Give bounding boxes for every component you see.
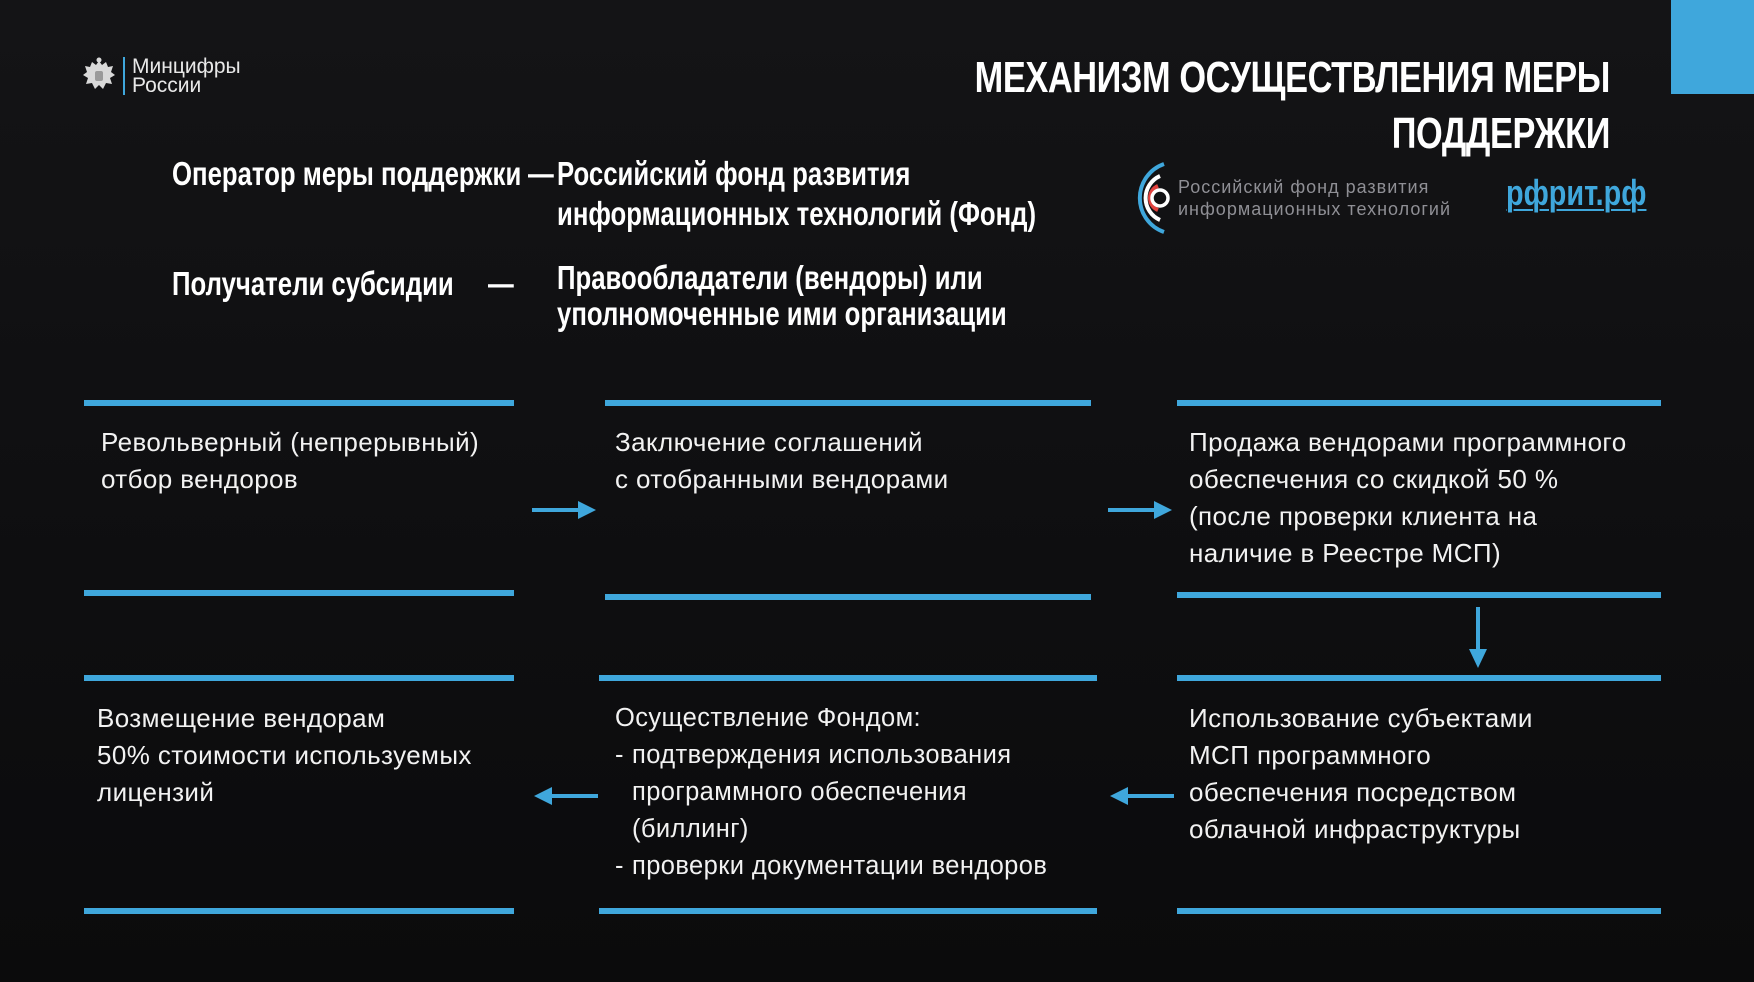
step-4 bbox=[1189, 700, 1533, 848]
page-title: МЕХАНИЗМ ОСУЩЕСТВЛЕНИЯ МЕРЫ ПОДДЕРЖКИ bbox=[974, 53, 1610, 158]
step-5-item-1-line-2: программного обеспечения bbox=[632, 778, 967, 806]
recipients-dash-wrap bbox=[488, 264, 521, 304]
step1-bottom-bar bbox=[84, 590, 514, 596]
step-1 bbox=[101, 424, 479, 498]
step-5-item-2-text: проверки документации вендоров bbox=[632, 852, 1048, 880]
step-5-item-1-line-1: подтверждения использования bbox=[632, 741, 1012, 769]
step-6 bbox=[97, 700, 472, 811]
step4-bottom-bar bbox=[1177, 908, 1661, 914]
recipients-dash: — bbox=[488, 265, 514, 302]
step2-bottom-bar bbox=[605, 594, 1091, 600]
logo-line-1: Минцифры bbox=[132, 55, 241, 78]
step-2 bbox=[615, 424, 949, 498]
ministry-logo bbox=[82, 55, 241, 97]
arrow-right-icon bbox=[530, 498, 600, 522]
step-1-line-2: отбор вендоров bbox=[101, 464, 299, 494]
step1-top-bar bbox=[84, 400, 514, 406]
step6-top-bar bbox=[84, 675, 514, 681]
arrow-right-icon bbox=[1106, 498, 1176, 522]
step-5 bbox=[615, 700, 1047, 885]
step-3-line-2: обеспечения со скидкой 50 % bbox=[1189, 464, 1559, 494]
step-2-line-1: Заключение соглашений bbox=[615, 427, 923, 457]
arrow-left-icon bbox=[530, 784, 600, 808]
recipients-value bbox=[557, 260, 1134, 332]
step6-bottom-bar bbox=[84, 908, 514, 914]
step-1-line-1: Револьверный (непрерывный) bbox=[101, 427, 480, 457]
arrow-left-icon bbox=[1106, 784, 1176, 808]
step-3-line-1: Продажа вендорами программного bbox=[1189, 427, 1627, 457]
step-4-line-3: обеспечения посредством bbox=[1189, 777, 1517, 807]
step-6-line-1: Возмещение вендорам bbox=[97, 703, 386, 733]
operator-value-line-2: информационных технологий (Фонд) bbox=[557, 195, 1037, 232]
step3-bottom-bar bbox=[1177, 592, 1661, 598]
step-5-item-1-dash: - bbox=[615, 741, 624, 769]
step-3 bbox=[1189, 424, 1627, 572]
operator-value-line-1: Российский фонд развития bbox=[557, 155, 911, 192]
step-4-line-4: облачной инфраструктуры bbox=[1189, 814, 1521, 844]
step2-top-bar bbox=[605, 400, 1091, 406]
arrow-down-icon bbox=[1466, 605, 1490, 671]
step5-top-bar bbox=[599, 675, 1097, 681]
step-5-item-2 bbox=[615, 848, 1047, 885]
russian-emblem-icon bbox=[82, 57, 116, 95]
corner-accent bbox=[1671, 0, 1754, 94]
recipients-value-line-1: Правообладатели (вендоры) или bbox=[557, 259, 983, 296]
logo-separator bbox=[123, 57, 125, 95]
fund-logo-line-1: Российский фонд развития bbox=[1178, 177, 1430, 197]
step5-bottom-bar bbox=[599, 908, 1097, 914]
step-4-line-2: МСП программного bbox=[1189, 740, 1432, 770]
step3-top-bar bbox=[1177, 400, 1661, 406]
fund-logo bbox=[1120, 158, 1451, 238]
recipients-value-line-2: уполномоченные ими организации bbox=[557, 295, 1007, 332]
fund-logo-line-2: информационных технологий bbox=[1178, 199, 1452, 219]
step-6-line-2: 50% стоимости используемых bbox=[97, 740, 472, 770]
step-3-line-4: наличие в Реестре МСП) bbox=[1189, 538, 1502, 568]
step-5-item-2-dash: - bbox=[615, 852, 624, 880]
step-2-line-2: с отобранными вендорами bbox=[615, 464, 949, 494]
operator-value bbox=[557, 154, 1171, 234]
rfrit-circle-logo-icon bbox=[1120, 158, 1172, 238]
step4-top-bar bbox=[1177, 675, 1661, 681]
step-4-line-1: Использование субъектами bbox=[1189, 703, 1533, 733]
recipients-label: Получатели субсидии bbox=[172, 265, 454, 302]
logo-line-2: России bbox=[132, 74, 202, 97]
fund-website-link[interactable]: рфрит.рф bbox=[1506, 172, 1647, 213]
step-5-item-1-line-3: (биллинг) bbox=[632, 815, 749, 843]
recipients-label-wrap bbox=[172, 264, 533, 304]
operator-label: Оператор меры поддержки bbox=[172, 155, 522, 192]
step-5-item-1 bbox=[615, 737, 1047, 774]
operator-dash: — bbox=[528, 155, 554, 192]
step-3-line-3: (после проверки клиента на bbox=[1189, 501, 1538, 531]
step-5-line-1: Осуществление Фондом: bbox=[615, 704, 921, 732]
step-6-line-3: лицензий bbox=[97, 777, 215, 807]
